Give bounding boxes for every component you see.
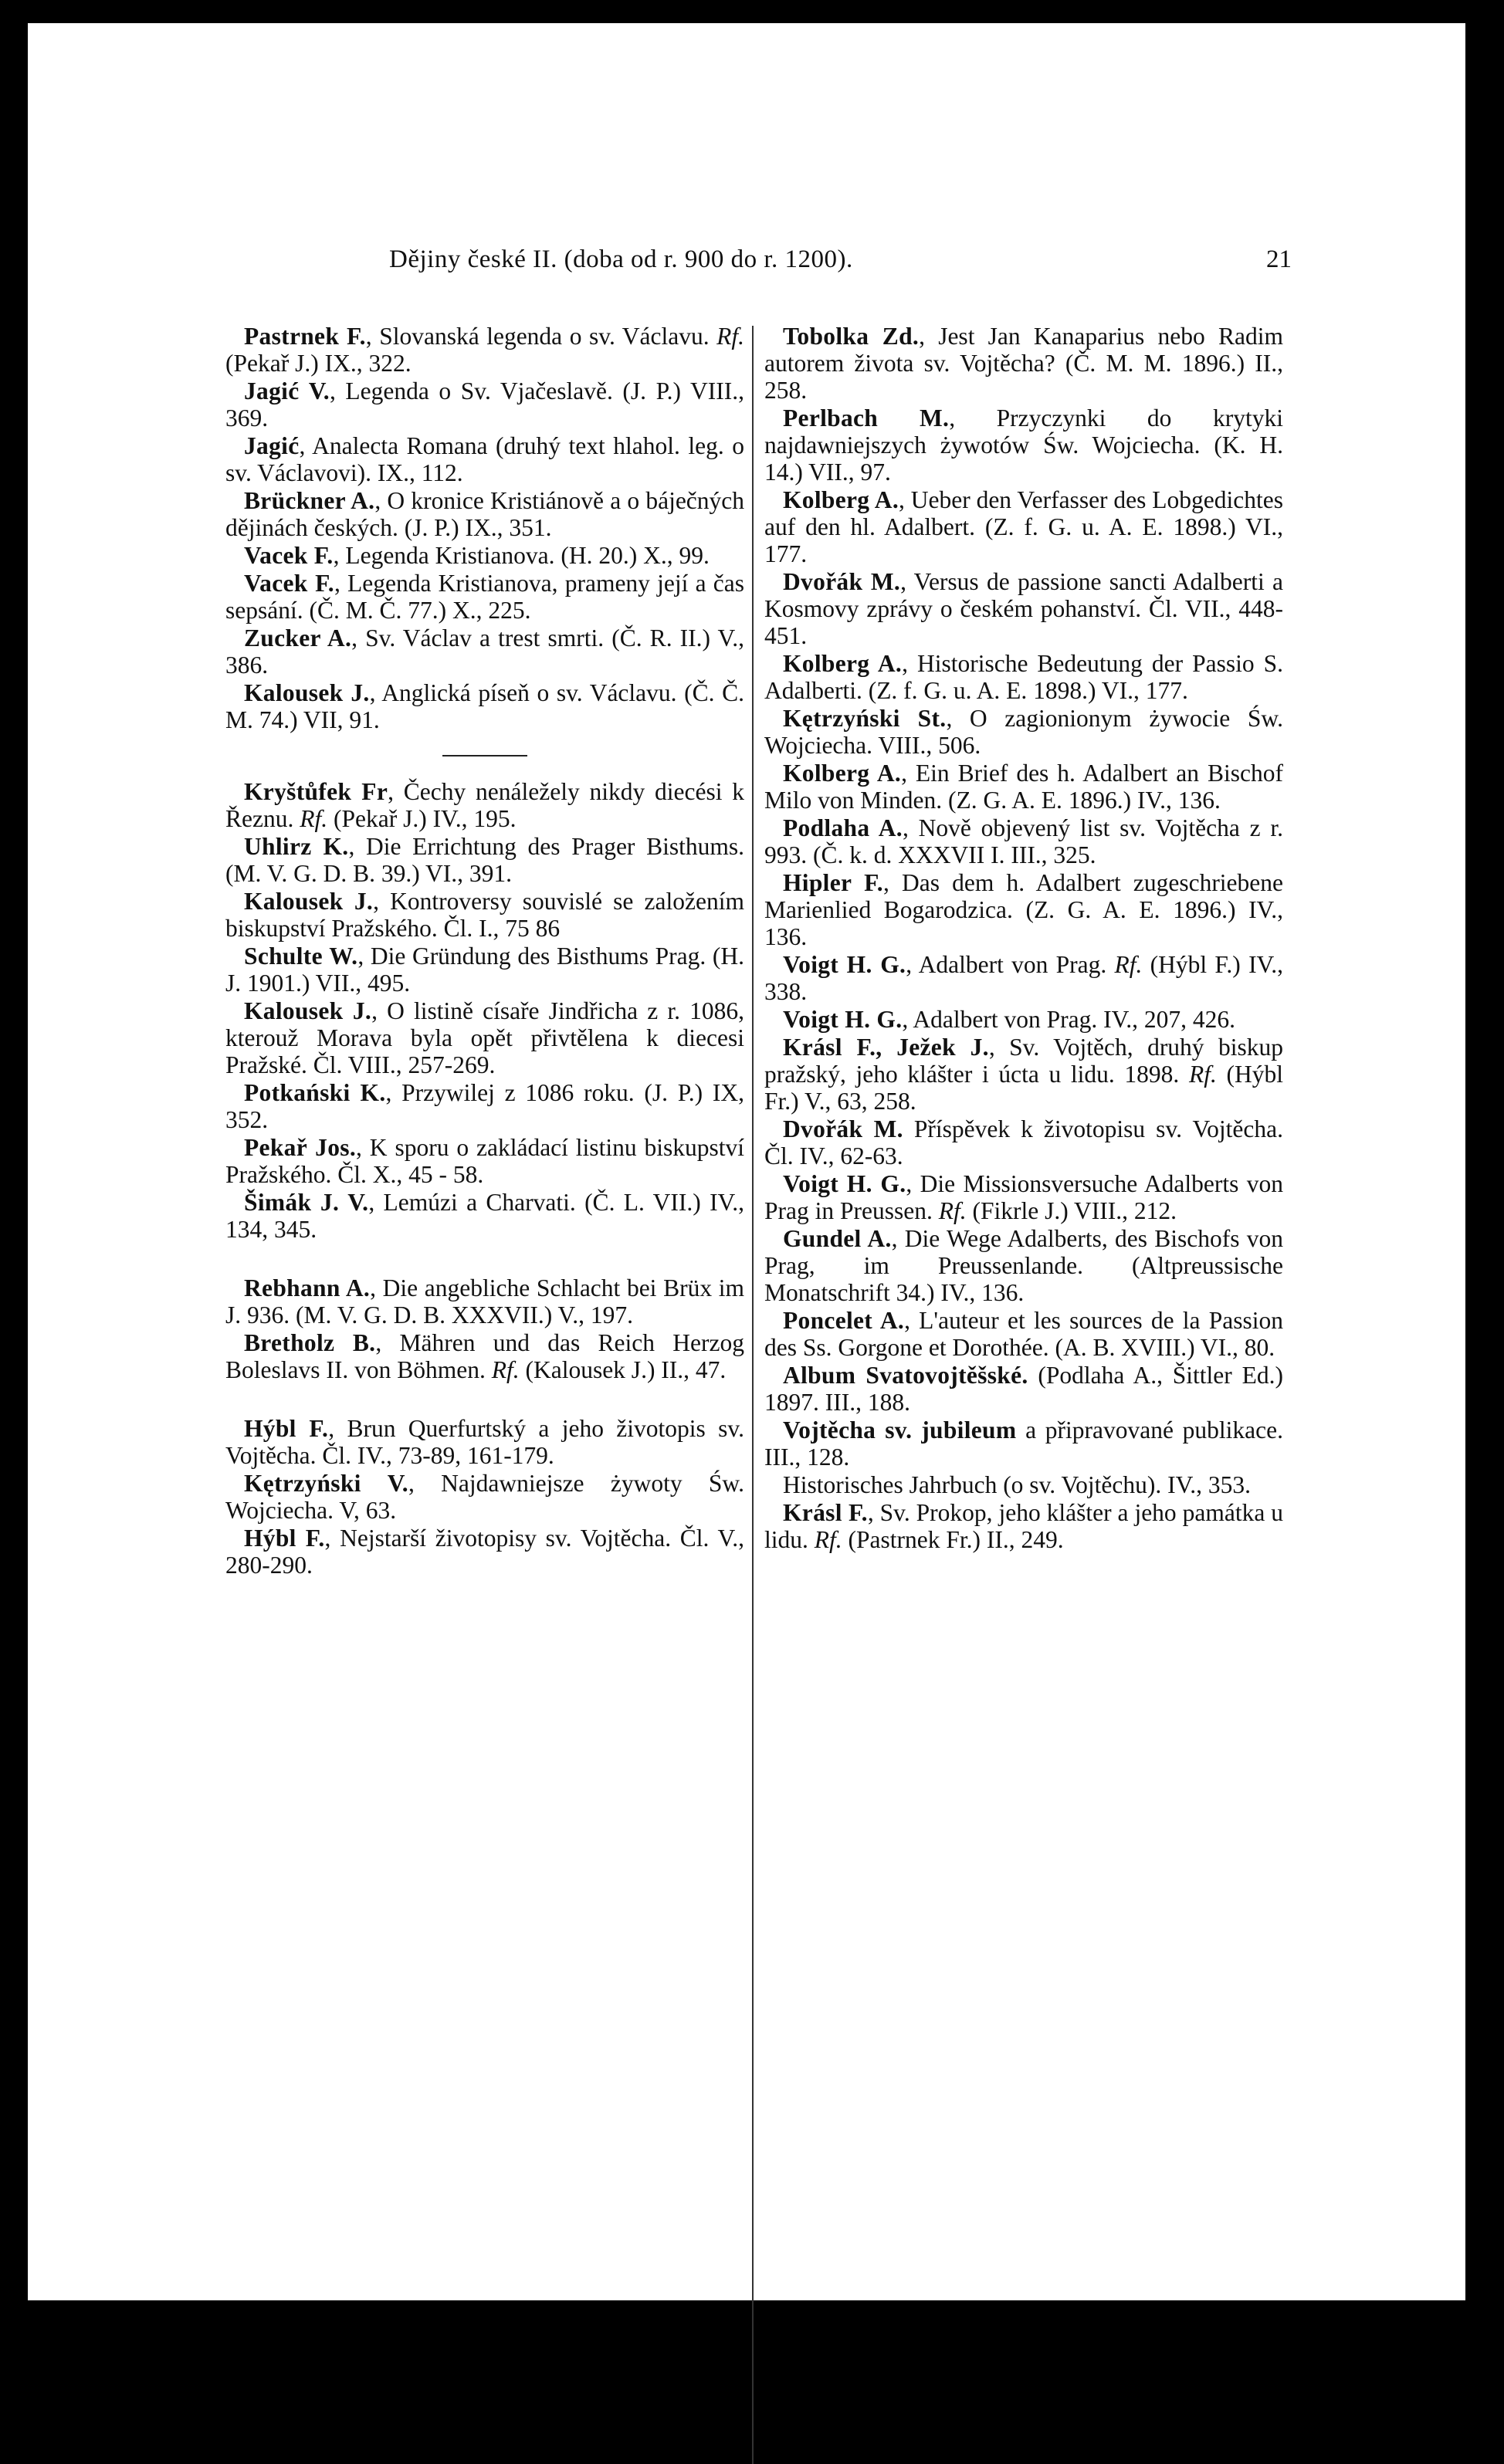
entry-text: a připravované publikace. III., 128. xyxy=(764,1416,1283,1471)
entry-group-2 xyxy=(225,778,744,1243)
bibliography-entry xyxy=(225,570,744,624)
section-separator xyxy=(442,755,527,756)
review-marker: Rf. xyxy=(938,1197,967,1224)
bibliography-entry xyxy=(764,1362,1283,1416)
entry-text: , Sv. Václav a trest smrti. (Č. R. II.) V., 386. xyxy=(225,624,744,679)
entry-author: Gundel A. xyxy=(783,1225,892,1252)
right-column xyxy=(764,323,1283,1554)
bibliography-entry xyxy=(225,487,744,541)
entry-author: Dvořák M. xyxy=(783,568,901,595)
bibliography-entry xyxy=(225,943,744,997)
entry-author: Jagić V. xyxy=(244,377,330,404)
entry-author: Voigt H. G. xyxy=(783,951,906,978)
entry-author: Tobolka Zd. xyxy=(783,323,920,350)
bibliography-entry xyxy=(764,1170,1283,1224)
entry-author: Bretholz B. xyxy=(244,1329,376,1356)
entry-author: Kalousek J. xyxy=(244,888,374,915)
bibliography-entry xyxy=(764,951,1283,1005)
entry-author: Vacek F. xyxy=(244,570,334,597)
entry-author: Kolberg A. xyxy=(783,650,903,677)
entry-text: , Legenda Kristianova. (H. 20.) X., 99. xyxy=(333,542,710,569)
entry-author: Kryštůfek Fr xyxy=(244,778,388,805)
entry-author: Poncelet A. xyxy=(783,1307,905,1334)
entry-author: Krásl F. xyxy=(783,1499,868,1526)
entry-author: Kolberg A. xyxy=(783,486,899,513)
entry-text: , Przywilej z 1086 roku. (J. P.) IX, 352. xyxy=(225,1079,744,1133)
bibliography-entry xyxy=(764,1499,1283,1553)
entry-text: , Die Gründung des Bisthums Prag. (H. J. 1901.) VII., 495. xyxy=(225,943,744,997)
review-marker: Rf. xyxy=(716,323,744,350)
entry-text: , Slovanská legenda o sv. Václavu. xyxy=(365,323,710,350)
entry-text-tail: (Pastrnek Fr.) II., 249. xyxy=(842,1526,1064,1553)
entry-text: , Najdawniejsze żywoty Św. Wojciecha. V, 63. xyxy=(225,1470,744,1524)
entry-author: Podlaha A. xyxy=(783,814,903,841)
entry-author: Uhlirz K. xyxy=(244,833,349,860)
bibliography-entry xyxy=(764,650,1283,704)
entry-author: Krásl F., Ježek J. xyxy=(783,1034,989,1061)
bibliography-entry xyxy=(764,568,1283,649)
page-number: 21 xyxy=(1266,245,1292,273)
bibliography-entry xyxy=(764,705,1283,759)
bibliography-entry xyxy=(225,833,744,887)
column-divider xyxy=(752,326,754,2464)
bibliography-entry xyxy=(764,760,1283,814)
entry-author: Album Svatovojtěšské. xyxy=(783,1362,1028,1389)
entry-author: Kalousek J. xyxy=(244,679,370,706)
entry-author: Jagić xyxy=(244,432,300,459)
entry-text: , Legenda o Sv. Vjačeslavě. (J. P.) VIII., 369. xyxy=(225,377,744,432)
entry-text-tail: (Hýbl Fr.) V., 63, 258. xyxy=(764,1061,1283,1115)
bibliography-entry xyxy=(225,624,744,679)
review-marker: Rf. xyxy=(491,1356,520,1383)
entry-text: , L'auteur et les sources de la Passion des Ss. Gorgone et Dorothée. (A. B. XVIII.) VI., 80. xyxy=(764,1307,1283,1361)
entry-author: Hipler F. xyxy=(783,869,883,896)
entry-author: Kalousek J. xyxy=(244,997,372,1024)
entry-text-tail: (Kalousek J.) II., 47. xyxy=(519,1356,727,1383)
bibliography-entry xyxy=(225,1470,744,1524)
bibliography-entry xyxy=(764,814,1283,868)
entry-text: , Legenda Kristianova, prameny její a čas sepsání. (Č. M. Č. 77.) X., 225. xyxy=(225,570,745,624)
entry-text: , Sv. Vojtěch, druhý biskup pražský, jeho klášter i úcta u lidu. 1898. xyxy=(764,1034,1283,1088)
entry-author: Hýbl F. xyxy=(244,1525,325,1552)
entry-text: , Adalbert von Prag. xyxy=(906,951,1107,978)
bibliography-entry xyxy=(764,1471,1283,1498)
bibliography-entry xyxy=(764,1115,1283,1169)
entry-group-4 xyxy=(225,1415,744,1579)
bibliography-entry xyxy=(225,432,744,486)
entry-text: , Ein Brief des h. Adalbert an Bischof Milo von Minden. (Z. G. A. E. 1896.) IV., 136. xyxy=(764,760,1283,814)
entry-author: Vacek F. xyxy=(244,542,334,569)
bibliography-entry xyxy=(225,888,744,942)
entry-text: Historisches Jahrbuch (o sv. Vojtěchu). IV., 353. xyxy=(783,1471,1252,1498)
left-column xyxy=(225,323,744,1579)
running-title: Dějiny české II. (doba od r. 900 do r. 1200). xyxy=(389,245,853,273)
entry-text: , Das dem h. Adalbert zugeschriebene Marienlied Bogarodzica. (Z. G. A. E. 1896.) IV., 136. xyxy=(764,869,1283,950)
bibliography-entry xyxy=(764,486,1283,567)
entry-text: , Kontroversy souvislé se založením biskupství Pražského. Čl. I., 75 86 xyxy=(225,888,744,942)
entry-author: Potkański K. xyxy=(244,1079,386,1106)
bibliography-entry xyxy=(764,1225,1283,1306)
entry-text: , O listině císaře Jindřicha z r. 1086, kterouž Morava byla opět přivtělena k diecesi Pražské. Čl. VIII., 257-269. xyxy=(225,997,744,1078)
entry-text: , O kronice Kristiánově a o báječných dějinách českých. (J. P.) IX., 351. xyxy=(225,487,745,541)
entry-text: , Čechy nenáležely nikdy diecési k Řeznu. xyxy=(225,778,745,832)
entry-author: Kętrzyński St. xyxy=(783,705,947,732)
bibliography-entry xyxy=(225,1329,744,1383)
bibliography-entry xyxy=(764,404,1283,486)
entry-author: Perlbach M. xyxy=(783,404,950,432)
entry-text: , Jest Jan Kanaparius nebo Radim autorem života sv. Vojtěcha? (Č. M. M. 1896.) II., 258. xyxy=(764,323,1283,404)
entry-text: , Ueber den Verfasser des Lobgedichtes auf den hl. Adalbert. (Z. f. G. u. A. E. 1898.) VI., 177. xyxy=(764,486,1283,567)
entry-text: , Die Errichtung des Prager Bisthums. (M. V. G. D. B. 39.) VI., 391. xyxy=(225,833,745,887)
entry-group-3 xyxy=(225,1274,744,1383)
bibliography-entry xyxy=(764,1307,1283,1361)
bibliography-entry xyxy=(225,323,744,377)
entry-text: , Die Missionsversuche Adalberts von Prag in Preussen. xyxy=(764,1170,1284,1224)
entry-author: Hýbl F. xyxy=(244,1415,329,1442)
entry-author: Zucker A. xyxy=(244,624,352,652)
bibliography-entry xyxy=(225,1079,744,1133)
entry-text: , Analecta Romana (druhý text hlahol. leg. o sv. Václavovi). IX., 112. xyxy=(225,432,744,486)
entry-text: , Nejstarší životopisy sv. Vojtěcha. Čl. V., 280-290. xyxy=(225,1525,744,1579)
entry-text-tail: (Hýbl F.) IV., 338. xyxy=(764,951,1283,1005)
bibliography-entry xyxy=(225,1189,744,1243)
bibliography-entry xyxy=(225,1274,744,1328)
entry-text: , Sv. Prokop, jeho klášter a jeho památka u lidu. xyxy=(764,1499,1283,1553)
entry-author: Vojtěcha sv. jubileum xyxy=(783,1416,1017,1444)
section-gap xyxy=(225,1244,744,1274)
entry-text: Příspěvek k životopisu sv. Vojtěcha. Čl. IV., 62-63. xyxy=(764,1115,1283,1169)
review-marker: Rf. xyxy=(1114,951,1143,978)
entry-author: Kolberg A. xyxy=(783,760,902,787)
entry-author: Kętrzyński V. xyxy=(244,1470,408,1497)
review-marker: Rf. xyxy=(1188,1061,1217,1088)
entry-author: Voigt H. G. xyxy=(783,1006,903,1033)
entry-text-tail: (Pekař J.) IX., 322. xyxy=(225,350,412,377)
entry-author: Rebhann A. xyxy=(244,1274,371,1301)
bibliography-entry xyxy=(764,323,1283,404)
bibliography-entry xyxy=(225,778,744,832)
entry-author: Pastrnek F. xyxy=(244,323,366,350)
entry-text: , Die Wege Adalberts, des Bischofs von Prag, im Preussenlande. (Altpreussische Monatschrift 34.) IV., 136. xyxy=(764,1225,1283,1306)
bibliography-entry xyxy=(225,1415,744,1469)
entry-text: , Anglická píseň o sv. Václavu. (Č. Č. M. 74.) VII, 91. xyxy=(225,679,744,733)
entry-author: Šimák J. V. xyxy=(244,1189,369,1216)
entry-text-tail: (Fikrle J.) VIII., 212. xyxy=(966,1197,1177,1224)
entry-group-1 xyxy=(225,323,744,733)
review-marker: Rf. xyxy=(814,1526,842,1553)
entry-text: , Die angebliche Schlacht bei Brüx im J. 936. (M. V. G. D. B. XXXVII.) V., 197. xyxy=(225,1274,744,1328)
entry-text: , Przyczynki do krytyki najdawniejszych żywotów Św. Wojciecha. (K. H. 14.) VII., 97. xyxy=(764,404,1283,486)
book-page xyxy=(28,23,1465,2300)
bibliography-entry xyxy=(225,542,744,569)
bibliography-entry xyxy=(764,1006,1283,1033)
bibliography-entry xyxy=(225,997,744,1078)
entry-group-right xyxy=(764,323,1283,1553)
bibliography-entry xyxy=(225,679,744,733)
entry-text-tail: (Pekař J.) IV., 195. xyxy=(327,805,517,832)
bibliography-entry xyxy=(764,1416,1283,1471)
bibliography-entry xyxy=(225,377,744,432)
entry-text: , Adalbert von Prag. IV., 207, 426. xyxy=(902,1006,1236,1033)
entry-text: , O zagionionym żywocie Św. Wojciecha. VIII., 506. xyxy=(764,705,1283,759)
entry-text: , Historische Bedeutung der Passio S. Adalberti. (Z. f. G. u. A. E. 1898.) VI., 177. xyxy=(764,650,1283,704)
bibliography-entry xyxy=(764,1034,1283,1115)
entry-text: , K sporu o zakládací listinu biskupství Pražského. Čl. X., 45 - 58. xyxy=(225,1134,744,1188)
bibliography-entry xyxy=(225,1525,744,1579)
entry-author: Dvořák M. xyxy=(783,1115,903,1142)
entry-author: Pekař Jos. xyxy=(244,1134,357,1161)
bibliography-entry xyxy=(764,869,1283,950)
entry-author: Brückner A. xyxy=(244,487,375,514)
entry-text: , Versus de passione sancti Adalberti a Kosmovy zprávy o českém pohanství. Čl. VII., 448-451. xyxy=(764,568,1283,649)
entry-author: Schulte W. xyxy=(244,943,358,970)
review-marker: Rf. xyxy=(300,805,328,832)
entry-text: , Mähren und das Reich Herzog Boleslavs II. von Böhmen. xyxy=(225,1329,744,1383)
entry-text: , Brun Querfurtský a jeho životopis sv. Vojtěcha. Čl. IV., 73-89, 161-179. xyxy=(225,1415,744,1469)
bibliography-entry xyxy=(225,1134,744,1188)
entry-author: Voigt H. G. xyxy=(783,1170,906,1197)
entry-text: (Podlaha A., Šittler Ed.) 1897. III., 188. xyxy=(764,1362,1283,1416)
entry-text: , Lemúzi a Charvati. (Č. L. VII.) IV., 134, 345. xyxy=(225,1189,744,1243)
section-gap xyxy=(225,1384,744,1415)
entry-text: , Nově objevený list sv. Vojtěcha z r. 993. (Č. k. d. XXXVII I. III., 325. xyxy=(764,814,1284,868)
